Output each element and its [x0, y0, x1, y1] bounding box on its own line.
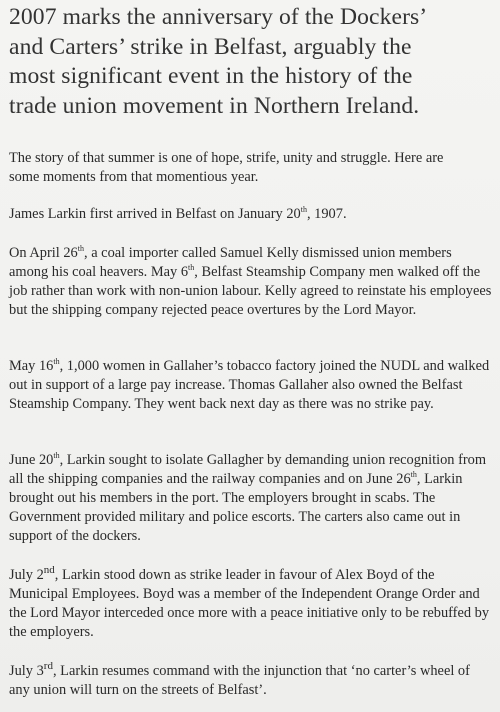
p2-ordinal-2: th	[188, 263, 195, 272]
p2-ordinal-1: th	[77, 244, 84, 253]
p4-text-a: June 20	[9, 452, 54, 468]
p6-text-b: , Larkin resumes command with the injunction that ‘no carter’s wheel of any union will turn on the streets of Belfast’.	[9, 663, 470, 698]
p6-text-a: July 3	[9, 663, 44, 679]
p4-ordinal-2: th	[410, 470, 417, 479]
title-line-1: 2007 marks the anniversary of the Dockers’	[9, 4, 428, 30]
intro-line-2: some moments from that momentious year.	[9, 169, 259, 185]
intro-line-1: The story of that summer is one of hope, strife, unity and struggle. Here are	[9, 150, 444, 166]
paragraph-larkin-arrival	[9, 205, 492, 224]
paragraph-july-2	[9, 566, 492, 642]
intro-paragraph	[9, 149, 492, 187]
p4-text-b: , Larkin sought to isolate Gallagher by demanding union recognition from all the shipping companies and the railway companies and on June 26	[9, 452, 487, 487]
paragraph-june-20	[9, 451, 492, 546]
p4-text-c: , Larkin brought out his members in the port. The employers brought in scabs. The Government provided military and police escorts. The carters also came out in support of the dockers.	[9, 471, 463, 544]
p1-text-b: , 1907.	[306, 206, 347, 222]
p6-ordinal: rd	[43, 660, 53, 672]
p1-ordinal: th	[300, 205, 307, 214]
p5-text-b: , Larkin stood down as strike leader in favour of Alex Boyd of the Municipal Employees. Boyd was a member of the Independent Orange Order and the Lord Mayor interceded once more with a peace initiative only to be rebuffed by the employers.	[9, 567, 490, 640]
page-title	[9, 0, 492, 121]
p2-text-c: , Belfast Steamship Company men walked off the job rather than work with non-union labour. Kelly agreed to reinstate his employees but the shipping company rejected peace overtures by the Lord Mayor.	[9, 264, 492, 318]
p3-ordinal: th	[53, 357, 60, 366]
paragraph-july-3	[9, 662, 492, 700]
paragraph-may-16	[9, 357, 492, 414]
p3-text-b: , 1,000 women in Gallaher’s tobacco factory joined the NUDL and walked out in support of a large pay increase. Thomas Gallaher also owned the Belfast Steamship Company. They went back next day as there was no strike pay.	[9, 358, 490, 412]
p2-text-a: On April 26	[9, 245, 78, 261]
p5-text-a: July 2	[9, 567, 44, 583]
p2-text-b: , a coal importer called Samuel Kelly dismissed union members among his coal heavers. May 6	[9, 245, 452, 280]
paragraph-april-26	[9, 244, 492, 320]
title-line-4: trade union movement in Northern Ireland.	[9, 92, 420, 119]
p1-text-a: James Larkin first arrived in Belfast on January 20	[9, 206, 301, 222]
p4-ordinal-1: th	[53, 451, 60, 460]
p5-ordinal: nd	[43, 564, 55, 576]
p3-text-a: May 16	[9, 358, 54, 374]
title-line-2: and Carters’ strike in Belfast, arguably the	[9, 33, 412, 60]
title-line-3: most significant event in the history of the	[9, 63, 413, 89]
